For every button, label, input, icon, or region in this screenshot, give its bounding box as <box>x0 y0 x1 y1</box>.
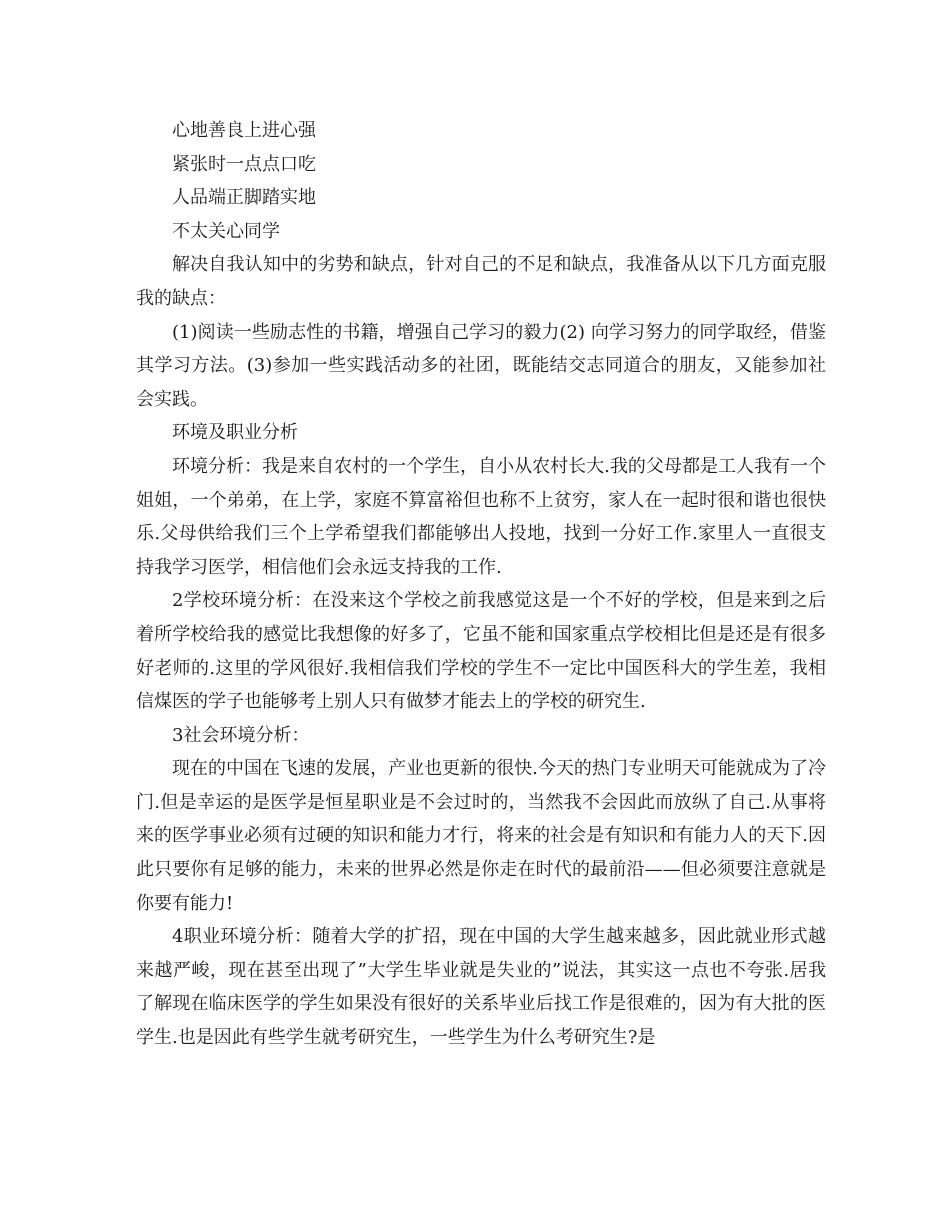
trait-line-3: 人品端正脚踏实地 <box>172 187 316 209</box>
paragraph-improvement-steps: (1)阅读一些励志性的书籍，增强自己学习的毅力(2) 向学习努力的同学取经，借鉴其学习方法。(3)参加一些实践活动多的社团，既能结交志同道合的朋友，又能参加社会实践。 <box>136 321 826 410</box>
paragraph-self-improvement: 解决自我认知中的劣势和缺点，针对自己的不足和缺点，我准备从以下几方面克服我的缺点： <box>136 254 826 309</box>
paragraph-school-environment: 2学校环境分析：在没来这个学校之前我感觉这是一个不好的学校，但是来到之后着所学校给我的感觉比我想像的好多了，它虽不能和国家重点学校相比但是还是有很多好老师的.这里的学风很好.我相信我们学校的学生不一定比中国医科大的学生差，我相信煤医的学子也能够考上别人只有做梦才能去上的学校的研究生. <box>136 590 826 713</box>
paragraph-family-environment: 环境分析：我是来自农村的一个学生，自小从农村长大.我的父母都是工人我有一个姐姐，一个弟弟，在上学，家庭不算富裕但也称不上贫穷，家人在一起时很和谐也很快乐.父母供给我们三个上学希望我们都能够出人投地，找到一分好工作.家里人一直很支持我学习医学，相信他们会永远支持我的工作. <box>136 455 826 578</box>
document-body <box>136 114 826 1055</box>
section-heading-environment: 环境及职业分析 <box>172 422 298 444</box>
trait-line-1: 心地善良上进心强 <box>172 120 316 141</box>
paragraph-social-environment: 现在的中国在飞速的发展，产业也更新的很快.今天的热门专业明天可能就成为了冷门.但是幸运的是医学是恒星职业是不会过时的，当然我不会因此而放纵了自己.从事将来的医学事业必须有过硬的知识和能力才行，将来的社会是有知识和有能力人的天下.因此只要你有足够的能力，未来的世界必然是你走在时代的最前沿——但必须要注意就是你要有能力! <box>136 758 826 914</box>
section-heading-social-environment: 3社会环境分析： <box>172 724 310 746</box>
trait-line-2: 紧张时一点点口吃 <box>172 153 316 175</box>
trait-line-4: 不太关心同学 <box>172 220 280 242</box>
paragraph-career-environment: 4职业环境分析：随着大学的扩招，现在中国的大学生越来越多，因此就业形式越来越严峻，现在甚至出现了”大学生毕业就是失业的”说法，其实这一点也不夸张.居我了解现在临床医学的学生如果没有很好的关系毕业后找工作是很难的，因为有大批的医学生.也是因此有些学生就考研究生，一些学生为什么考研究生?是 <box>136 926 826 1049</box>
